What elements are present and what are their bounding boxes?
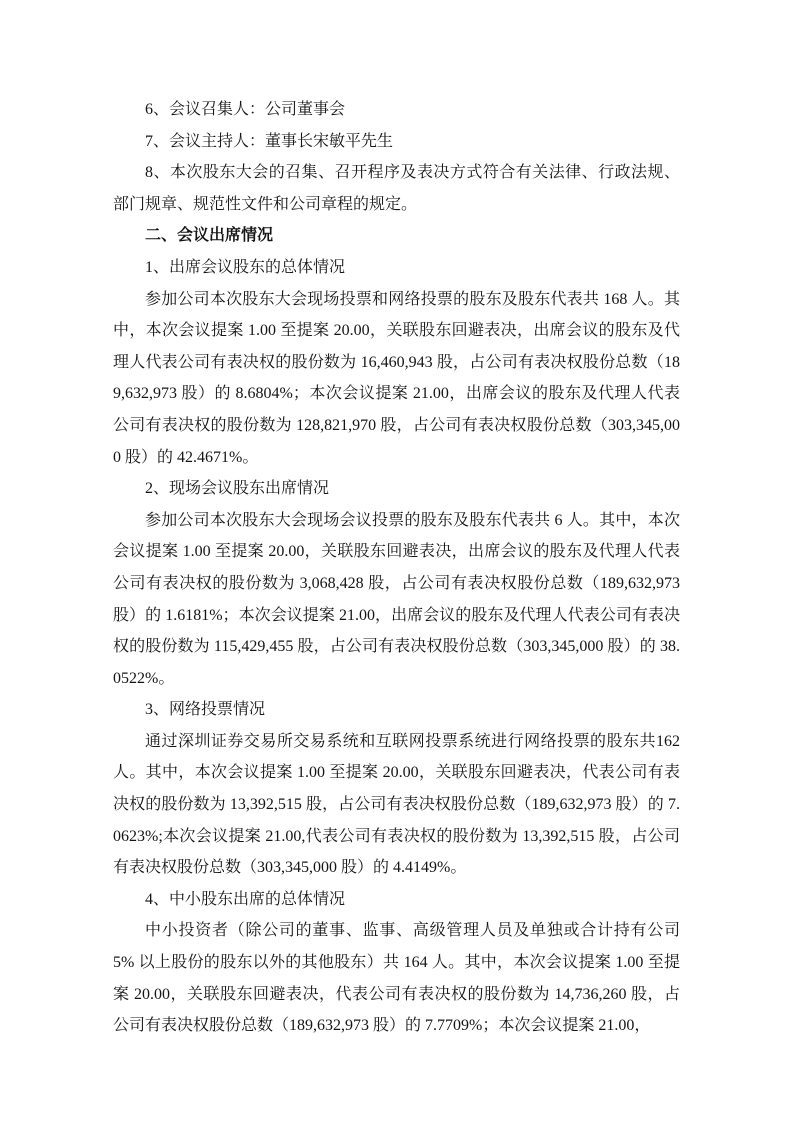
paragraph: 2、现场会议股东出席情况 bbox=[145, 480, 330, 498]
paragraph: 通过深圳证券交易所交易系统和互联网投票系统进行网络投票的股东共162人。其中，本次会议提案 1.00 至提案 20.00，关联股东回避表决，代表公司有表决权的股份数为 13,392,515 股，占公司有表决权股份总数（189,632,973 股）的 7.0623%;本次会议提案 21.00,代表公司有表决权的股份数为 13,392,515 股，占公司有表决权股份总数（303,345,000 股）的 4.4149%。 bbox=[113, 732, 680, 877]
section-heading: 二、会议出席情况 bbox=[145, 227, 274, 245]
paragraph: 参加公司本次股东大会现场会议投票的股东及股东代表共 6 人。其中，本次会议提案 1.00 至提案 20.00，关联股东回避表决，出席会议的股东及代理人代表公司有表决权的股份数为 3,068,428 股，占公司有表决权股份总数（189,632,973 股）的 1.6181%；本次会议提案 21.00，出席会议的股东及代理人代表公司有表决权的股份数为 115,429,455 股，占公司有表决权股份总数（303,345,000 股）的 38.0522%。 bbox=[113, 511, 680, 687]
paragraph: 参加公司本次股东大会现场投票和网络投票的股东及股东代表共 168 人。其中，本次会议提案 1.00 至提案 20.00，关联股东回避表决，出席会议的股东及代理人代表公司有表决权的股份数为 16,460,943 股，占公司有表决权股份总数（189,632,973 股）的 8.6804%；本次会议提案 21.00，出席会议的股东及代理人代表公司有表决权的股份数为 128,821,970 股，占公司有表决权股份总数（303,345,000 股）的 42.4671%。 bbox=[113, 290, 680, 466]
paragraph: 6、会议召集人：公司董事会 bbox=[145, 101, 346, 118]
paragraph: 中小投资者（除公司的董事、监事、高级管理人员及单独或合计持有公司 5% 以上股份的股东以外的其他股东）共 164 人。其中，本次会议提案 1.00 至提案 20.00，关联股东回避表决，代表公司有表决权的股份数为 14,736,260 股，占公司有表决权股份总数（189,632,973 股）的 7.7709%；本次会议提案 21.00， bbox=[113, 922, 680, 1035]
paragraph: 8、本次股东大会的召集、召开程序及表决方式符合有关法律、行政法规、部门规章、规范性文件和公司章程的规定。 bbox=[113, 164, 680, 213]
paragraph: 7、会议主持人：董事长宋敏平先生 bbox=[145, 132, 394, 150]
paragraph: 3、网络投票情况 bbox=[145, 701, 266, 719]
paragraph: 1、出席会议股东的总体情况 bbox=[145, 258, 346, 276]
paragraph: 4、中小股东出席的总体情况 bbox=[145, 890, 346, 908]
document-body bbox=[113, 94, 680, 1042]
